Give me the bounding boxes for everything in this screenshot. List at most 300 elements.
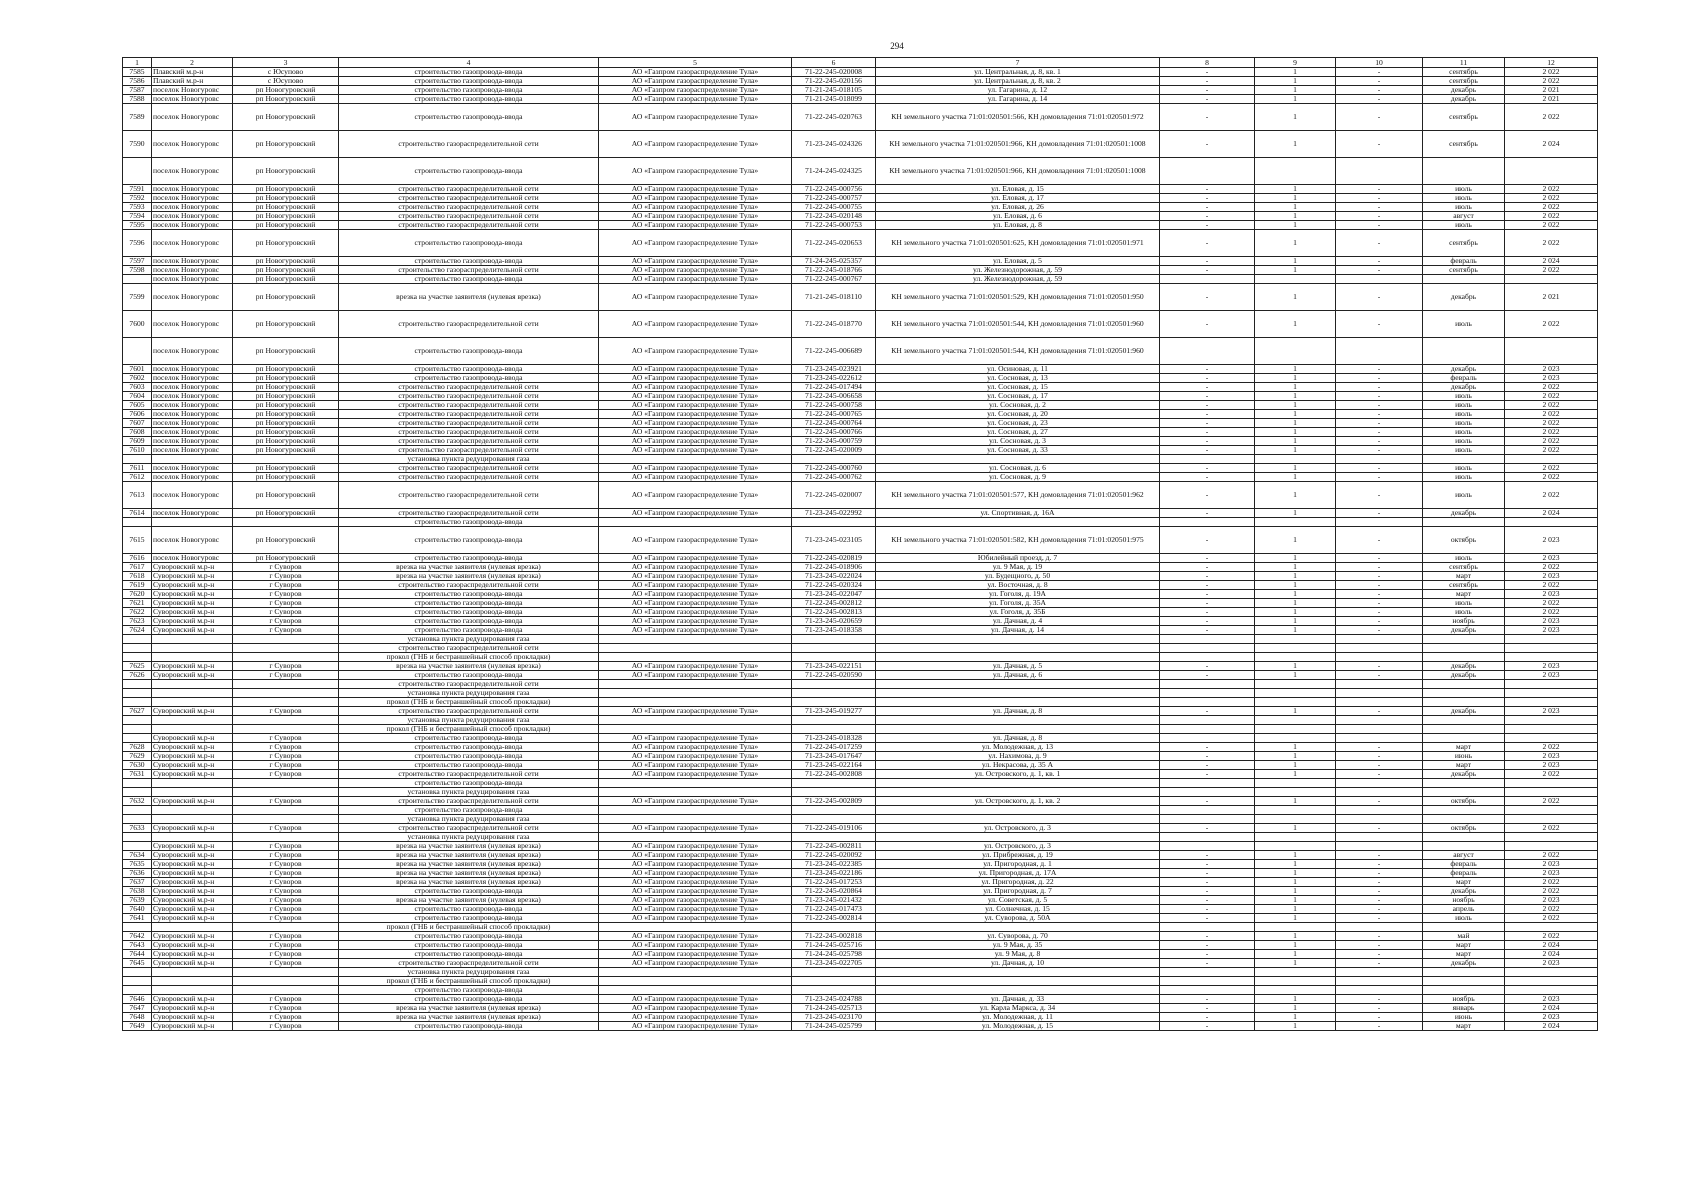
- cell-address: ул. Дачная, д. 8: [876, 734, 1160, 743]
- cell-address: [876, 968, 1160, 977]
- cell-address: ул. Суворова, д. 50А: [876, 914, 1160, 923]
- cell-col-10: -: [1336, 752, 1423, 761]
- cell-year: 2 023: [1505, 626, 1598, 635]
- table-row: [123, 653, 1598, 662]
- cell-work-type: строительство газораспределительной сети: [339, 131, 599, 158]
- cell-year: [1505, 653, 1598, 662]
- cell-month: март: [1423, 572, 1505, 581]
- cell-col-10: [1336, 968, 1423, 977]
- cell-month: июль: [1423, 410, 1505, 419]
- cell-address: ул. Пригородная, д. 1: [876, 860, 1160, 869]
- cell-month: июль: [1423, 221, 1505, 230]
- cell-month: декабрь: [1423, 662, 1505, 671]
- cell-year: 2 023: [1505, 617, 1598, 626]
- cell-work-type: строительство газораспределительной сети: [339, 266, 599, 275]
- cell-work-type: строительство газопровода-ввода: [339, 617, 599, 626]
- table-row: [123, 734, 1598, 743]
- cell-row-number: 7589: [123, 104, 152, 131]
- cell-col-9: 1: [1255, 212, 1336, 221]
- cell-month: декабрь: [1423, 86, 1505, 95]
- cell-col-10: -: [1336, 1013, 1423, 1022]
- cell-address: ул. Карла Маркса, д. 34: [876, 1004, 1160, 1013]
- cell-application-number: 71-23-245-020659: [792, 617, 876, 626]
- cell-application-number: 71-24-245-025798: [792, 950, 876, 959]
- cell-district: Суворовский м.р-н: [152, 932, 233, 941]
- cell-col-10: [1336, 158, 1423, 185]
- cell-row-number: 7615: [123, 527, 152, 554]
- table-row: [123, 968, 1598, 977]
- cell-col-10: -: [1336, 509, 1423, 518]
- cell-work-type: строительство газопровода-ввода: [339, 743, 599, 752]
- cell-application-number: 71-22-245-018766: [792, 266, 876, 275]
- cell-year: 2 023: [1505, 527, 1598, 554]
- cell-month: декабрь: [1423, 284, 1505, 311]
- cell-row-number: 7605: [123, 401, 152, 410]
- cell-organization: АО «Газпром газораспределение Тула»: [599, 860, 792, 869]
- table-row: [123, 86, 1598, 95]
- cell-settlement: [233, 455, 339, 464]
- cell-organization: [599, 689, 792, 698]
- table-row: [123, 284, 1598, 311]
- cell-work-type: строительство газораспределительной сети: [339, 797, 599, 806]
- cell-col-9: 1: [1255, 203, 1336, 212]
- cell-settlement: г Суворов: [233, 995, 339, 1004]
- cell-col-10: -: [1336, 464, 1423, 473]
- cell-row-number: [123, 725, 152, 734]
- cell-application-number: [792, 518, 876, 527]
- table-row: [123, 932, 1598, 941]
- cell-row-number: [123, 689, 152, 698]
- cell-address: ул. Еловая, д. 15: [876, 185, 1160, 194]
- cell-col-9: [1255, 653, 1336, 662]
- cell-application-number: 71-22-245-020008: [792, 68, 876, 77]
- cell-col-8: [1160, 680, 1255, 689]
- cell-month: сентябрь: [1423, 230, 1505, 257]
- cell-col-9: 1: [1255, 707, 1336, 716]
- cell-col-8: [1160, 923, 1255, 932]
- cell-work-type: строительство газораспределительной сети: [339, 311, 599, 338]
- cell-organization: АО «Газпром газораспределение Тула»: [599, 158, 792, 185]
- cell-address: ул. Железнодорожная, д. 59: [876, 266, 1160, 275]
- cell-row-number: 7608: [123, 428, 152, 437]
- cell-year: 2 024: [1505, 1004, 1598, 1013]
- cell-col-10: -: [1336, 860, 1423, 869]
- cell-col-10: -: [1336, 284, 1423, 311]
- cell-work-type: строительство газопровода-ввода: [339, 752, 599, 761]
- table-row: [123, 266, 1598, 275]
- cell-district: поселок Новогуровс: [152, 410, 233, 419]
- cell-col-8: -: [1160, 419, 1255, 428]
- cell-col-9: 1: [1255, 599, 1336, 608]
- cell-row-number: [123, 734, 152, 743]
- cell-work-type: врезка на участке заявителя (нулевая врезка): [339, 662, 599, 671]
- cell-year: 2 024: [1505, 131, 1598, 158]
- cell-organization: АО «Газпром газораспределение Тула»: [599, 392, 792, 401]
- cell-district: поселок Новогуровс: [152, 203, 233, 212]
- cell-col-8: [1160, 968, 1255, 977]
- cell-work-type: врезка на участке заявителя (нулевая врезка): [339, 1013, 599, 1022]
- cell-application-number: 71-22-245-000753: [792, 221, 876, 230]
- cell-col-9: 1: [1255, 671, 1336, 680]
- cell-month: март: [1423, 590, 1505, 599]
- cell-col-8: -: [1160, 77, 1255, 86]
- cell-address: КН земельного участка 71:01:020501:544, КН домовладения 71:01:020501:960: [876, 311, 1160, 338]
- cell-district: [152, 968, 233, 977]
- cell-application-number: 71-23-245-022186: [792, 869, 876, 878]
- cell-row-number: 7613: [123, 482, 152, 509]
- cell-work-type: строительство газораспределительной сети: [339, 437, 599, 446]
- cell-row-number: 7610: [123, 446, 152, 455]
- cell-month: июль: [1423, 437, 1505, 446]
- cell-address: КН земельного участка 71:01:020501:966, КН домовладения 71:01:020501:1008: [876, 131, 1160, 158]
- cell-col-9: 1: [1255, 1013, 1336, 1022]
- cell-month: июнь: [1423, 752, 1505, 761]
- cell-col-8: -: [1160, 671, 1255, 680]
- cell-settlement: г Суворов: [233, 1022, 339, 1031]
- cell-col-9: 1: [1255, 878, 1336, 887]
- cell-district: Суворовский м.р-н: [152, 599, 233, 608]
- cell-work-type: врезка на участке заявителя (нулевая врезка): [339, 860, 599, 869]
- cell-district: Суворовский м.р-н: [152, 770, 233, 779]
- cell-application-number: [792, 815, 876, 824]
- table-row: [123, 455, 1598, 464]
- cell-col-8: -: [1160, 68, 1255, 77]
- cell-month: сентябрь: [1423, 68, 1505, 77]
- cell-work-type: строительство газопровода-ввода: [339, 590, 599, 599]
- cell-col-8: -: [1160, 527, 1255, 554]
- cell-row-number: [123, 806, 152, 815]
- cell-year: [1505, 689, 1598, 698]
- cell-col-10: -: [1336, 590, 1423, 599]
- cell-address: ул. 9 Мая, д. 19: [876, 563, 1160, 572]
- cell-address: ул. Сосновая, д. 33: [876, 446, 1160, 455]
- cell-year: [1505, 698, 1598, 707]
- cell-col-8: -: [1160, 905, 1255, 914]
- cell-settlement: с Юсупово: [233, 77, 339, 86]
- cell-col-8: -: [1160, 95, 1255, 104]
- cell-col-10: [1336, 698, 1423, 707]
- cell-col-8: -: [1160, 203, 1255, 212]
- cell-district: Суворовский м.р-н: [152, 896, 233, 905]
- cell-address: ул. Дачная, д. 5: [876, 662, 1160, 671]
- cell-settlement: рп Новогуровский: [233, 311, 339, 338]
- table-row: [123, 1004, 1598, 1013]
- cell-address: [876, 644, 1160, 653]
- cell-col-9: 1: [1255, 662, 1336, 671]
- cell-year: 2 022: [1505, 266, 1598, 275]
- cell-district: Суворовский м.р-н: [152, 887, 233, 896]
- cell-application-number: 71-22-245-017494: [792, 383, 876, 392]
- cell-organization: АО «Газпром газораспределение Тула»: [599, 509, 792, 518]
- cell-col-10: -: [1336, 446, 1423, 455]
- cell-col-9: 1: [1255, 752, 1336, 761]
- cell-year: 2 022: [1505, 203, 1598, 212]
- cell-month: март: [1423, 743, 1505, 752]
- cell-application-number: [792, 698, 876, 707]
- cell-address: ул. Восточная, д. 8: [876, 581, 1160, 590]
- column-header: 5: [599, 58, 792, 68]
- cell-settlement: г Суворов: [233, 752, 339, 761]
- cell-col-9: 1: [1255, 365, 1336, 374]
- cell-col-9: 1: [1255, 482, 1336, 509]
- cell-settlement: рп Новогуровский: [233, 95, 339, 104]
- cell-col-10: -: [1336, 617, 1423, 626]
- cell-application-number: 71-22-245-000757: [792, 194, 876, 203]
- cell-work-type: строительство газораспределительной сети: [339, 446, 599, 455]
- cell-district: поселок Новогуровс: [152, 392, 233, 401]
- cell-work-type: строительство газораспределительной сети: [339, 959, 599, 968]
- cell-organization: АО «Газпром газораспределение Тула»: [599, 185, 792, 194]
- cell-application-number: 71-22-245-002811: [792, 842, 876, 851]
- cell-year: 2 022: [1505, 221, 1598, 230]
- cell-application-number: [792, 680, 876, 689]
- cell-settlement: [233, 923, 339, 932]
- cell-col-9: 1: [1255, 311, 1336, 338]
- cell-col-10: -: [1336, 914, 1423, 923]
- cell-organization: АО «Газпром газораспределение Тула»: [599, 1022, 792, 1031]
- cell-year: 2 023: [1505, 860, 1598, 869]
- cell-district: Суворовский м.р-н: [152, 743, 233, 752]
- cell-settlement: г Суворов: [233, 860, 339, 869]
- cell-application-number: [792, 725, 876, 734]
- cell-work-type: установка пункта редуцирования газа: [339, 455, 599, 464]
- table-row: [123, 419, 1598, 428]
- cell-work-type: строительство газопровода-ввода: [339, 599, 599, 608]
- cell-work-type: строительство газопровода-ввода: [339, 626, 599, 635]
- cell-year: 2 023: [1505, 752, 1598, 761]
- cell-col-10: [1336, 455, 1423, 464]
- cell-col-8: -: [1160, 194, 1255, 203]
- cell-settlement: рп Новогуровский: [233, 185, 339, 194]
- cell-organization: АО «Газпром газораспределение Тула»: [599, 761, 792, 770]
- cell-col-10: -: [1336, 221, 1423, 230]
- cell-col-8: -: [1160, 932, 1255, 941]
- cell-row-number: [123, 968, 152, 977]
- cell-settlement: г Суворов: [233, 869, 339, 878]
- cell-col-10: -: [1336, 608, 1423, 617]
- cell-col-8: [1160, 788, 1255, 797]
- cell-address: [876, 455, 1160, 464]
- cell-district: поселок Новогуровс: [152, 464, 233, 473]
- cell-col-9: 1: [1255, 194, 1336, 203]
- cell-address: ул. Центральная, д. 8, кв. 2: [876, 77, 1160, 86]
- cell-col-8: -: [1160, 104, 1255, 131]
- cell-col-9: 1: [1255, 473, 1336, 482]
- cell-row-number: 7594: [123, 212, 152, 221]
- cell-month: март: [1423, 941, 1505, 950]
- cell-col-9: [1255, 698, 1336, 707]
- cell-month: [1423, 518, 1505, 527]
- cell-col-10: [1336, 788, 1423, 797]
- cell-col-10: -: [1336, 770, 1423, 779]
- cell-year: 2 022: [1505, 743, 1598, 752]
- cell-organization: [599, 653, 792, 662]
- cell-month: февраль: [1423, 374, 1505, 383]
- cell-col-10: [1336, 635, 1423, 644]
- cell-year: [1505, 644, 1598, 653]
- cell-application-number: 71-22-245-020324: [792, 581, 876, 590]
- cell-col-10: -: [1336, 419, 1423, 428]
- cell-month: сентябрь: [1423, 104, 1505, 131]
- cell-organization: АО «Газпром газораспределение Тула»: [599, 194, 792, 203]
- cell-address: ул. Будещного, д. 50: [876, 572, 1160, 581]
- cell-settlement: [233, 518, 339, 527]
- cell-month: [1423, 806, 1505, 815]
- cell-settlement: [233, 968, 339, 977]
- column-header: 8: [1160, 58, 1255, 68]
- cell-month: декабрь: [1423, 770, 1505, 779]
- cell-district: поселок Новогуровс: [152, 185, 233, 194]
- cell-organization: [599, 779, 792, 788]
- cell-application-number: 71-22-245-018770: [792, 311, 876, 338]
- cell-col-9: 1: [1255, 860, 1336, 869]
- cell-settlement: [233, 977, 339, 986]
- cell-year: 2 023: [1505, 995, 1598, 1004]
- cell-district: поселок Новогуровс: [152, 401, 233, 410]
- cell-organization: АО «Газпром газораспределение Тула»: [599, 266, 792, 275]
- cell-settlement: г Суворов: [233, 581, 339, 590]
- cell-month: [1423, 689, 1505, 698]
- cell-col-10: [1336, 275, 1423, 284]
- cell-col-10: -: [1336, 941, 1423, 950]
- cell-col-8: [1160, 698, 1255, 707]
- cell-col-10: -: [1336, 905, 1423, 914]
- cell-work-type: прокол (ГНБ и бестраншейный способ прокладки): [339, 653, 599, 662]
- cell-district: Суворовский м.р-н: [152, 734, 233, 743]
- cell-col-10: -: [1336, 194, 1423, 203]
- cell-row-number: 7603: [123, 383, 152, 392]
- cell-application-number: 71-22-245-006689: [792, 338, 876, 365]
- cell-address: ул. Сосновая, д. 6: [876, 464, 1160, 473]
- cell-district: поселок Новогуровс: [152, 266, 233, 275]
- cell-work-type: строительство газопровода-ввода: [339, 230, 599, 257]
- cell-month: июль: [1423, 203, 1505, 212]
- cell-month: [1423, 833, 1505, 842]
- cell-district: [152, 986, 233, 995]
- cell-month: март: [1423, 761, 1505, 770]
- cell-address: ул. Дачная, д. 4: [876, 617, 1160, 626]
- cell-month: [1423, 815, 1505, 824]
- cell-application-number: 71-23-245-022047: [792, 590, 876, 599]
- cell-col-9: 1: [1255, 887, 1336, 896]
- column-header: 12: [1505, 58, 1598, 68]
- cell-col-10: -: [1336, 266, 1423, 275]
- cell-settlement: г Суворов: [233, 959, 339, 968]
- cell-work-type: строительство газопровода-ввода: [339, 995, 599, 1004]
- cell-organization: АО «Газпром газораспределение Тула»: [599, 275, 792, 284]
- cell-col-10: -: [1336, 437, 1423, 446]
- cell-month: июль: [1423, 185, 1505, 194]
- cell-col-9: 1: [1255, 221, 1336, 230]
- cell-row-number: 7599: [123, 284, 152, 311]
- cell-settlement: рп Новогуровский: [233, 86, 339, 95]
- table-row: [123, 806, 1598, 815]
- cell-col-9: [1255, 806, 1336, 815]
- cell-organization: АО «Газпром газораспределение Тула»: [599, 527, 792, 554]
- cell-settlement: г Суворов: [233, 599, 339, 608]
- cell-address: ул. Гагарина, д. 14: [876, 95, 1160, 104]
- cell-col-8: -: [1160, 617, 1255, 626]
- cell-row-number: 7632: [123, 797, 152, 806]
- cell-work-type: строительство газораспределительной сети: [339, 419, 599, 428]
- cell-row-number: 7604: [123, 392, 152, 401]
- cell-col-10: -: [1336, 761, 1423, 770]
- cell-district: Суворовский м.р-н: [152, 878, 233, 887]
- cell-organization: [599, 788, 792, 797]
- cell-settlement: г Суворов: [233, 887, 339, 896]
- cell-col-10: -: [1336, 365, 1423, 374]
- cell-application-number: 71-23-245-022024: [792, 572, 876, 581]
- table-row: [123, 365, 1598, 374]
- cell-work-type: строительство газопровода-ввода: [339, 779, 599, 788]
- cell-application-number: 71-23-245-021432: [792, 896, 876, 905]
- cell-col-9: 1: [1255, 428, 1336, 437]
- cell-organization: АО «Газпром газораспределение Тула»: [599, 752, 792, 761]
- table-row: [123, 581, 1598, 590]
- cell-col-10: -: [1336, 86, 1423, 95]
- cell-month: февраль: [1423, 869, 1505, 878]
- cell-settlement: рп Новогуровский: [233, 194, 339, 203]
- cell-organization: АО «Газпром газораспределение Тула»: [599, 608, 792, 617]
- cell-settlement: [233, 716, 339, 725]
- cell-organization: АО «Газпром газораспределение Тула»: [599, 905, 792, 914]
- cell-settlement: [233, 833, 339, 842]
- cell-application-number: 71-23-245-022164: [792, 761, 876, 770]
- cell-district: поселок Новогуровс: [152, 275, 233, 284]
- cell-work-type: строительство газопровода-ввода: [339, 914, 599, 923]
- cell-application-number: 71-22-245-000766: [792, 428, 876, 437]
- cell-col-8: -: [1160, 1004, 1255, 1013]
- cell-work-type: строительство газопровода-ввода: [339, 608, 599, 617]
- cell-application-number: 71-23-245-022705: [792, 959, 876, 968]
- cell-work-type: строительство газопровода-ввода: [339, 68, 599, 77]
- cell-col-9: 1: [1255, 896, 1336, 905]
- cell-row-number: [123, 455, 152, 464]
- cell-month: декабрь: [1423, 365, 1505, 374]
- cell-col-10: [1336, 653, 1423, 662]
- cell-month: февраль: [1423, 860, 1505, 869]
- cell-settlement: [233, 815, 339, 824]
- cell-work-type: врезка на участке заявителя (нулевая врезка): [339, 896, 599, 905]
- cell-district: Суворовский м.р-н: [152, 869, 233, 878]
- cell-col-10: -: [1336, 563, 1423, 572]
- cell-row-number: 7590: [123, 131, 152, 158]
- cell-address: ул. Дачная, д. 6: [876, 671, 1160, 680]
- cell-year: 2 022: [1505, 401, 1598, 410]
- cell-application-number: [792, 968, 876, 977]
- cell-work-type: врезка на участке заявителя (нулевая врезка): [339, 1004, 599, 1013]
- cell-address: ул. Гоголя, д. 19А: [876, 590, 1160, 599]
- cell-row-number: 7586: [123, 77, 152, 86]
- cell-district: Суворовский м.р-н: [152, 563, 233, 572]
- cell-col-8: [1160, 338, 1255, 365]
- cell-row-number: 7595: [123, 221, 152, 230]
- cell-year: 2 024: [1505, 950, 1598, 959]
- cell-col-8: -: [1160, 554, 1255, 563]
- cell-col-10: [1336, 734, 1423, 743]
- cell-row-number: 7633: [123, 824, 152, 833]
- cell-work-type: строительство газораспределительной сети: [339, 824, 599, 833]
- cell-col-9: 1: [1255, 464, 1336, 473]
- cell-month: декабрь: [1423, 626, 1505, 635]
- cell-address: ул. Прибрежная, д. 19: [876, 851, 1160, 860]
- cell-organization: АО «Газпром газораспределение Тула»: [599, 599, 792, 608]
- cell-application-number: 71-21-245-018105: [792, 86, 876, 95]
- cell-col-8: -: [1160, 374, 1255, 383]
- cell-organization: АО «Газпром газораспределение Тула»: [599, 1013, 792, 1022]
- cell-work-type: строительство газопровода-ввода: [339, 518, 599, 527]
- table-row: [123, 599, 1598, 608]
